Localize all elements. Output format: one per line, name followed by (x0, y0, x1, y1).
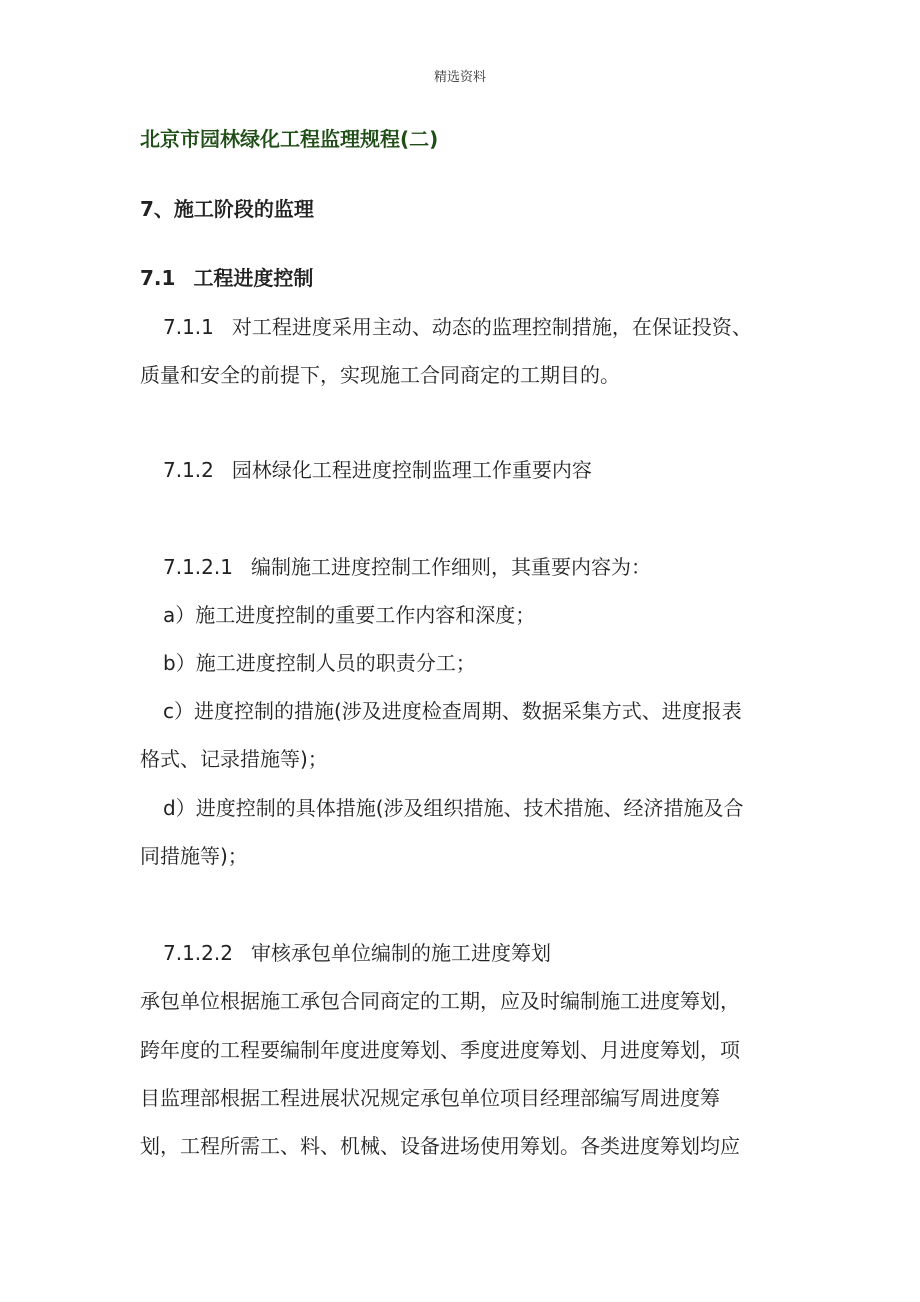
clause-number: 7.1.2 (163, 458, 214, 482)
list-item-b: b）施工进度控制人员的职责分工； (163, 651, 476, 675)
clause-text: 编制施工进度控制工作细则，其重要内容为： (250, 555, 651, 579)
section-7-1-heading (140, 264, 313, 292)
clause-text: 审核承包单位编制的施工进度筹划 (250, 941, 551, 965)
paragraph-line-3: 目监理部根据工程进展状况规定承包单位项目经理部编写周进度筹 (140, 1086, 720, 1110)
clause-7-1-2 (163, 456, 592, 484)
paragraph-line-1: 承包单位根据施工承包合同商定的工期，应及时编制施工进度筹划， (140, 989, 740, 1013)
list-item-d-line-1: d）进度控制的具体措施(涉及组织措施、技术措施、经济措施及合 (163, 796, 744, 820)
clause-7-1-1-line-1 (163, 313, 752, 341)
paragraph-line-2: 跨年度的工程要编制年度进度筹划、季度进度筹划、月进度筹划，项 (140, 1038, 740, 1062)
clause-7-1-2-1 (163, 553, 651, 581)
section-number: 7.1 (140, 266, 176, 290)
clause-number: 7.1.2.2 (163, 941, 233, 965)
list-item-a: a）施工进度控制的重要工作内容和深度； (163, 603, 536, 627)
clause-7-1-2-2 (163, 939, 551, 967)
clause-number: 7.1.2.1 (163, 555, 233, 579)
clause-number: 7.1.1 (163, 315, 214, 339)
document-title: 北京市园林绿化工程监理规程(二) (140, 127, 439, 151)
list-item-c-line-1: c）进度控制的措施(涉及进度检查周期、数据采集方式、进度报表 (163, 699, 742, 723)
paragraph-line-4: 划，工程所需工、料、机械、设备进场使用筹划。各类进度筹划均应 (140, 1134, 740, 1158)
page-header: 精选资料 (433, 70, 486, 85)
list-item-c-line-2: 格式、记录措施等)； (140, 747, 328, 771)
clause-text: 对工程进度采用主动、动态的监理控制措施，在保证投资、 (231, 315, 752, 339)
clause-7-1-1-line-2: 质量和安全的前提下，实现施工合同商定的工期目的。 (140, 363, 620, 387)
section-7-heading: 7、施工阶段的监理 (140, 197, 314, 221)
clause-text: 园林绿化工程进度控制监理工作重要内容 (231, 458, 592, 482)
section-title: 工程进度控制 (193, 266, 314, 290)
list-item-d-line-2: 同措施等)； (140, 844, 248, 868)
